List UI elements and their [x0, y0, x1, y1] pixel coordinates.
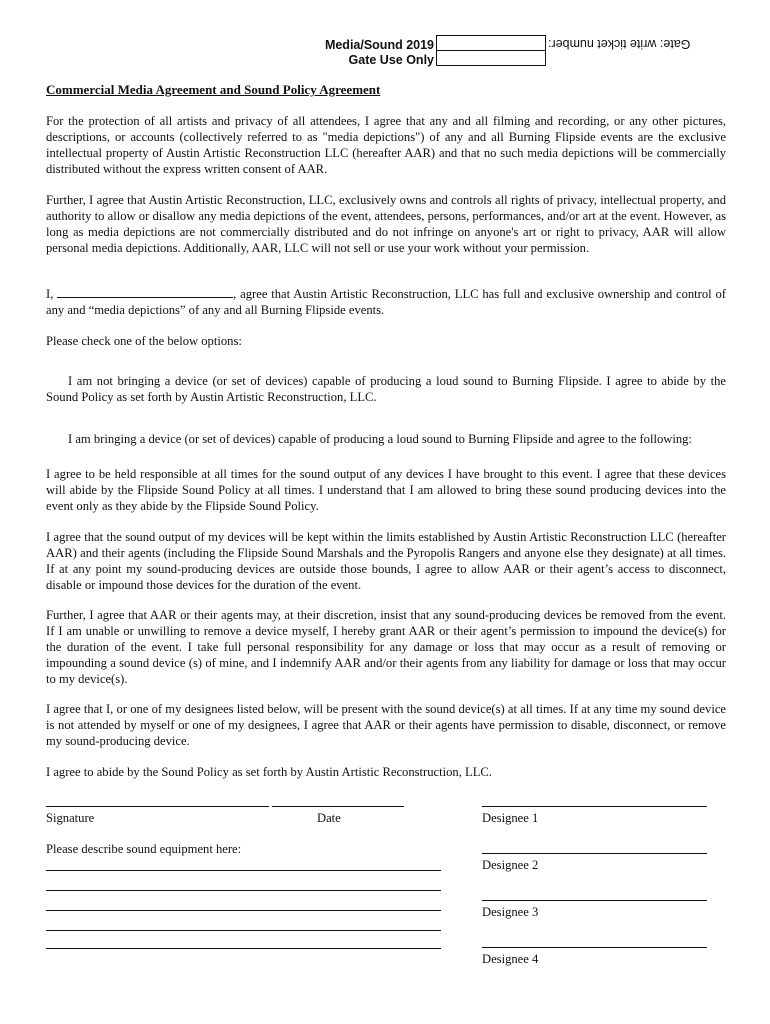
designee-label: Designee 1: [482, 811, 539, 825]
designee-line[interactable]: [482, 947, 707, 948]
gate-use-box[interactable]: [436, 50, 546, 66]
designee-line[interactable]: [482, 806, 707, 807]
name-agreement-text: , agree that Austin Artistic Reconstruction, LLC has full and exclusive ownership and control of any and “media depictions” of any and all Burning Flipside events.: [46, 287, 726, 317]
sound-paragraph-3: Further, I agree that AAR or their agents may, at their discretion, insist that any sound-producing devices be removed from the event. If I am unable or unwilling to remove a device myself, I hereby grant AAR or their agent’s permission to impound the device(s) for the duration of the event. I take full personal responsibility for any damage or loss that may occur as a result of removing or impounding a sound device (s) of mine, and I indemnify AAR and/or their agents from any liability for damage or loss that may occur to my device(s).: [46, 608, 726, 686]
sound-paragraph-5: I agree to abide by the Sound Policy as set forth by Austin Artistic Reconstruction, LLC.: [46, 765, 492, 779]
option-not-bringing-device[interactable]: I am not bringing a device (or set of devices) capable of producing a loud sound to Burning Flipside. I agree to abide by the Sound Policy as set forth by Austin Artistic Reconstruction, LLC.: [46, 374, 726, 404]
media-sound-label: Media/Sound 2019: [324, 38, 434, 52]
designee-label: Designee 3: [482, 905, 539, 919]
sound-paragraph-4: I agree that I, or one of my designees listed below, will be present with the sound device(s) at all times. If at any time my sound device is not attended by myself or one of my designees, I agree that AAR or their agents have permission to disable, disconnect, or remove my sound-producing device.: [46, 702, 726, 748]
name-prefix: I,: [46, 287, 54, 301]
sound-paragraph-1: I agree to be held responsible at all times for the sound output of any devices I have brought to this event. I agree that these devices will abide by the Flipside Sound Policy at all times. I understand that I am allowed to bring these sound producing devices into the event only as they abide by the Flipside Sound Policy.: [46, 467, 726, 513]
page-title: Commercial Media Agreement and Sound Policy Agreement: [46, 82, 381, 97]
date-line[interactable]: [272, 806, 404, 807]
equipment-label: Please describe sound equipment here:: [46, 842, 242, 856]
option-bringing-device[interactable]: I am bringing a device (or set of devices) capable of producing a loud sound to Burning Flipside and agree to the following:: [68, 432, 692, 446]
media-paragraph-2: Further, I agree that Austin Artistic Reconstruction, LLC, exclusively owns and controls all rights of privacy, intellectual property, and authority to allow or disallow any media depictions of the event, attendees, persons, performances, and/or art at the event. However, as long as media depictions are not commercially distributed and do not infringe on anyone's art or right to privacy, AAR will allow personal media depictions. Additionally, AAR, LLC will not sell or use your work without your permission.: [46, 193, 726, 255]
media-sound-box[interactable]: [436, 35, 546, 51]
media-paragraph-1: For the protection of all artists and privacy of all attendees, I agree that any and all filming and recording, or any other pictures, descriptions, or accounts (collectively referred to as "media depictions") of any and all Burning Flipside events are the exclusive intellectual property of Austin Artistic Reconstruction LLC (hereafter AAR) and that no such media depictions will be commercially distributed without the express written consent of AAR.: [46, 114, 726, 176]
signature-line[interactable]: [46, 806, 269, 807]
name-agreement-paragraph: [46, 286, 726, 318]
equipment-line[interactable]: [46, 948, 441, 949]
designee-label: Designee 2: [482, 858, 539, 872]
equipment-line[interactable]: [46, 870, 441, 871]
designee-line[interactable]: [482, 853, 707, 854]
gate-ticket-note: Gate: write ticket number:: [548, 37, 691, 51]
name-fill-line[interactable]: [57, 286, 233, 298]
gate-use-label: Gate Use Only: [348, 53, 434, 67]
date-label: Date: [317, 811, 341, 825]
equipment-line[interactable]: [46, 930, 441, 931]
equipment-line[interactable]: [46, 890, 441, 891]
designee-label: Designee 4: [482, 952, 539, 966]
designee-line[interactable]: [482, 900, 707, 901]
check-prompt: Please check one of the below options:: [46, 334, 242, 348]
sound-paragraph-2: I agree that the sound output of my devices will be kept within the limits established by Austin Artistic Reconstruction LLC (hereafter AAR) and their agents (including the Flipside Sound Marshals and the Pyropolis Rangers and anyone else they designate) at all times. If at any point my sound-producing devices are outside those bounds, I agree to allow AAR or their agent’s access to disconnect, disable or impound those devices for the duration of the event.: [46, 530, 726, 592]
signature-label: Signature: [46, 811, 95, 825]
equipment-line[interactable]: [46, 910, 441, 911]
